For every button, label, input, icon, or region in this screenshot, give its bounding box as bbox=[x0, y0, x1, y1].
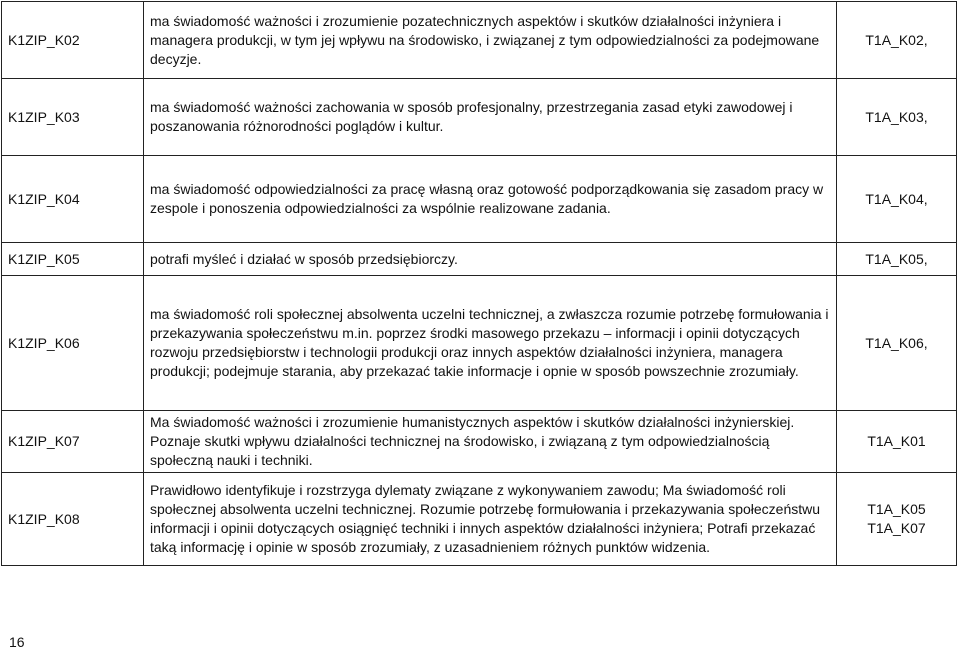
outcome-code: K1ZIP_K02 bbox=[2, 2, 144, 79]
outcome-reference: T1A_K03, bbox=[837, 79, 957, 156]
outcome-reference bbox=[837, 473, 957, 566]
outcome-code: K1ZIP_K03 bbox=[2, 79, 144, 156]
table-row bbox=[2, 243, 957, 276]
outcome-description: ma świadomość roli społecznej absolwenta uczelni technicznej, a zwłaszcza rozumie potrzebę formułowania i przekazywania społeczeństwu m.in. poprzez środki masowego przekazu – informacji i opinii dotyczących rozwoju przedsiębiorstw i technologii produkcji oraz innych aspektów działalności inżyniera, managera produkcji; podejmuje starania, aby przekazać takie informacje i opnie w sposób powszechnie zrozumiały. bbox=[144, 276, 837, 411]
table-row bbox=[2, 79, 957, 156]
outcome-reference: T1A_K01 bbox=[837, 411, 957, 473]
outcome-reference-line: T1A_K05 bbox=[867, 501, 926, 517]
outcome-code: K1ZIP_K07 bbox=[2, 411, 144, 473]
outcome-code: K1ZIP_K08 bbox=[2, 473, 144, 566]
outcome-description: ma świadomość ważności zachowania w sposób profesjonalny, przestrzegania zasad etyki zawodowej i poszanowania różnorodności poglądów i kultur. bbox=[144, 79, 837, 156]
outcome-description: potrafi myśleć i działać w sposób przedsiębiorczy. bbox=[144, 243, 837, 276]
outcome-reference: T1A_K02, bbox=[837, 2, 957, 79]
outcome-reference: T1A_K04, bbox=[837, 156, 957, 243]
outcome-reference: T1A_K05, bbox=[837, 243, 957, 276]
outcome-code: K1ZIP_K05 bbox=[2, 243, 144, 276]
outcome-code: K1ZIP_K04 bbox=[2, 156, 144, 243]
table-row bbox=[2, 411, 957, 473]
outcome-code: K1ZIP_K06 bbox=[2, 276, 144, 411]
page-number: 16 bbox=[9, 634, 25, 650]
outcome-description: Ma świadomość ważności i zrozumienie humanistycznych aspektów i skutków działalności inżynierskiej. Poznaje skutki wpływu działalności technicznej na środowisko, i związaną z tym odpowiedzialnością społeczną nauki i techniki. bbox=[144, 411, 837, 473]
learning-outcomes-table bbox=[1, 1, 957, 566]
outcome-reference: T1A_K06, bbox=[837, 276, 957, 411]
outcome-description: ma świadomość ważności i zrozumienie pozatechnicznych aspektów i skutków działalności inżyniera i managera produkcji, w tym jej wpływu na środowisko, i związanej z tym odpowiedzialności za podejmowane decyzje. bbox=[144, 2, 837, 79]
outcome-reference-line: T1A_K07 bbox=[867, 520, 926, 536]
table-row bbox=[2, 156, 957, 243]
outcome-description: ma świadomość odpowiedzialności za pracę własną oraz gotowość podporządkowania się zasadom pracy w zespole i ponoszenia odpowiedzialności za wspólnie realizowane zadania. bbox=[144, 156, 837, 243]
table-row bbox=[2, 473, 957, 566]
table-row bbox=[2, 2, 957, 79]
table-row bbox=[2, 276, 957, 411]
outcome-description: Prawidłowo identyfikuje i rozstrzyga dylematy związane z wykonywaniem zawodu; Ma świadomość roli społecznej absolwenta uczelni technicznej. Rozumie potrzebę formułowania i przekazywania społeczeństwu informacji i opinii dotyczących osiągnięć techniki i innych aspektów działalności inżyniera; Potrafi przekazać taką informację i opinie w sposób zrozumiały, z uzasadnieniem różnych punktów widzenia. bbox=[144, 473, 837, 566]
